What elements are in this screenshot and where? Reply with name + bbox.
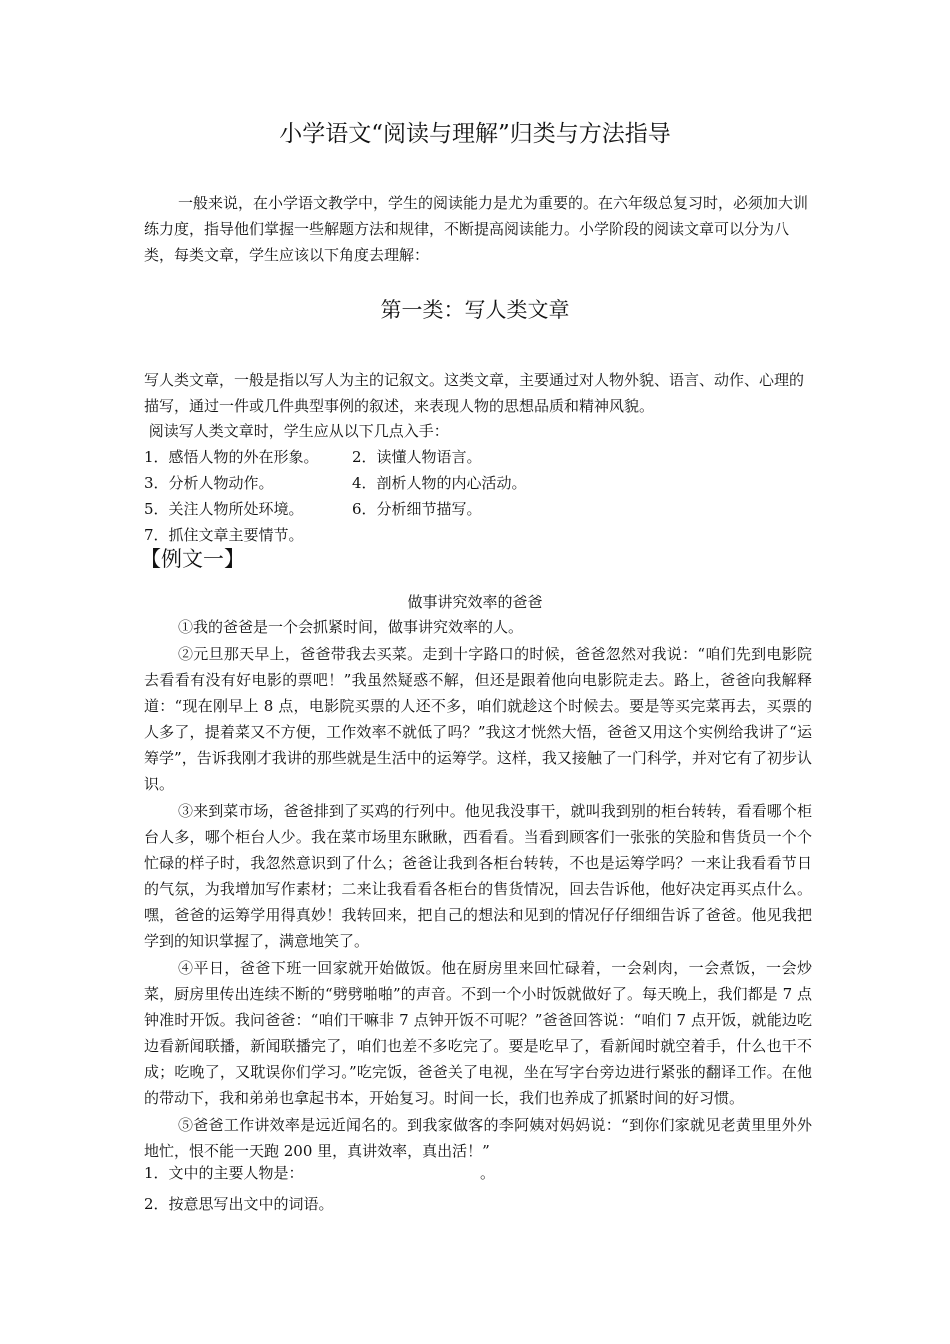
question-item (144, 1160, 812, 1186)
document-title: 小学语文“阅读与理解”归类与方法指导 (279, 121, 671, 147)
story-paragraph: ①我的爸爸是一个会抓紧时间，做事讲究效率的人。 (178, 618, 524, 636)
section-description: 写人类文章，一般是指以写人为主的记叙文。这类文章，主要通过对人物外貌、语言、动作、心理的描写，通过一件或几件典型事例的叙述，来表现人物的思想品质和精神风貌。 (144, 371, 805, 415)
section-title: 第一类：写人类文章 (380, 298, 570, 322)
list-item: 3．分析人物动作。 (144, 474, 274, 492)
question-item (144, 1191, 812, 1217)
section-lead: 阅读写人类文章时，学生应从以下几点入手： (148, 422, 449, 440)
list-item: 5．关注人物所处环境。 (144, 500, 304, 518)
story-title: 做事讲究效率的爸爸 (407, 593, 543, 611)
answer-blank-end: 。 (480, 1164, 496, 1182)
question-list (144, 1160, 812, 1222)
story-body (144, 614, 812, 1165)
list-item: 7．抓住文章主要情节。 (144, 526, 304, 544)
question-prompt: 1．文中的主要人物是： (144, 1164, 304, 1182)
story-paragraph: ④平日，爸爸下班一回家就开始做饭。他在厨房里来回忙碌着，一会剁肉，一会煮饭，一会炒菜，厨房里传出连续不断的“劈劈啪啪”的声音。不到一个小时饭就做好了。每天晚上，我们都是 7 点钟准时开饭。我问爸爸：“咱们干嘛非 7 点钟开饭不可呢？”爸爸回答说：“咱们 7 点开饭，就能边吃边看新闻联播，新闻联播完了，咱们也差不多吃完了。要是吃早了，看新闻时就空着手，什么也干不成；吃晚了，又耽误你们学习。”吃完饭，爸爸关了电视，坐在写字台旁边进行紧张的翻译工作。在他的带动下，我和弟弟也拿起书本，开始复习。时间一长，我们也养成了抓紧时间的好习惯。 (144, 959, 812, 1107)
story-paragraph: ③来到菜市场，爸爸排到了买鸡的行列中。他见我没事干，就叫我到别的柜台转转，看看哪个柜台人多，哪个柜台人少。我在菜市场里东瞅瞅，西看看。当看到顾客们一张张的笑脸和售货员一个个忙碌的样子时，我忽然意识到了什么；爸爸让我到各柜台转转，不也是运筹学吗？一来让我看看节日的气氛，为我增加写作素材；二来让我看看各柜台的售货情况，回去告诉他，他好决定再买点什么。嘿，爸爸的运筹学用得真妙！我转回来，把自己的想法和见到的情况仔仔细细告诉了爸爸。他见我把学到的知识掌握了，满意地笑了。 (144, 802, 812, 950)
intro-paragraph: 一般来说，在小学语文教学中，学生的阅读能力是尤为重要的。在六年级总复习时，必须加大训练力度，指导他们掌握一些解题方法和规律，不断提高阅读能力。小学阶段的阅读文章可以分为八类，每类文章，学生应该以下角度去理解： (144, 194, 809, 264)
story-paragraph: ②元旦那天早上，爸爸带我去买菜。走到十字路口的时候，爸爸忽然对我说：“咱们先到电影院去看看有没有好电影的票吧！”我虽然疑惑不解，但还是跟着他向电影院走去。路上，爸爸向我解释道：“现在刚早上 8 点，电影院买票的人还不多，咱们就趁这个时候去。要是等买完菜再去，买票的人多了，提着菜又不方便，工作效率不就低了吗？”我这才恍然大悟，爸爸又用这个实例给我讲了“运筹学”，告诉我刚才我讲的那些就是生活中的运筹学。这样，我又接触了一门科学，并对它有了初步认识。 (144, 645, 812, 793)
example-heading: 【例文一】 (140, 547, 245, 571)
list-item: 2．读懂人物语言。 (352, 448, 482, 466)
question-prompt: 2．按意思写出文中的词语。 (144, 1195, 334, 1213)
list-item: 1．感悟人物的外在形象。 (144, 448, 319, 466)
story-paragraph: ⑤爸爸工作讲效率是远近闻名的。到我家做客的李阿姨对妈妈说：“到你们家就见老黄里里外外地忙，恨不能一天跑 200 里，真讲效率，真出活！” (144, 1116, 812, 1160)
list-item: 6．分析细节描写。 (352, 500, 482, 518)
list-item: 4．剖析人物的内心活动。 (352, 474, 527, 492)
